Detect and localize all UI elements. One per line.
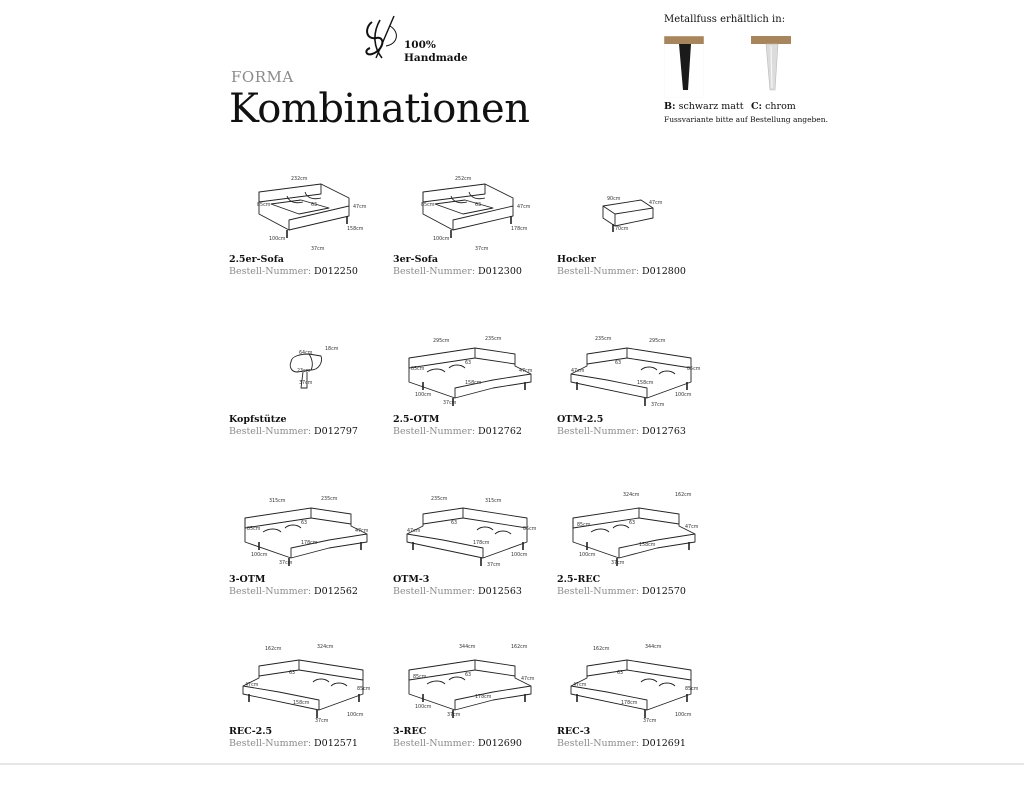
order-number-label: Bestell-Nummer: bbox=[229, 738, 312, 749]
order-number-label: Bestell-Nummer: bbox=[229, 266, 312, 277]
product-line-drawing bbox=[557, 158, 707, 254]
order-number bbox=[557, 426, 686, 437]
dimension-label: 85cm bbox=[257, 203, 271, 208]
dimension-label: 47cm bbox=[517, 205, 531, 210]
dimension-label: 37cm bbox=[279, 561, 293, 566]
product-name: 3er-Sofa bbox=[393, 254, 439, 265]
dimension-label: 37cm bbox=[643, 719, 657, 724]
dimension-label: 100cm bbox=[347, 713, 364, 718]
order-number-value: D012571 bbox=[311, 738, 358, 749]
handmade-text bbox=[404, 39, 468, 65]
product-line-drawing bbox=[557, 318, 707, 414]
dimension-label: 162cm bbox=[593, 647, 610, 652]
foot-option-c bbox=[751, 101, 796, 112]
product-kopfst-tze bbox=[229, 318, 379, 498]
dimension-label: 47cm bbox=[519, 369, 533, 374]
dimension-label: 100cm bbox=[579, 553, 596, 558]
dimension-label: 63 bbox=[311, 203, 318, 208]
dimension-label: 158cm bbox=[637, 381, 654, 386]
dimension-label: 100cm bbox=[511, 553, 528, 558]
foot-option-b-label: schwarz matt bbox=[678, 101, 744, 112]
dimension-label: 47cm bbox=[573, 683, 587, 688]
dimension-label: 100cm bbox=[251, 553, 268, 558]
dimension-label: 18cm bbox=[325, 347, 339, 352]
order-number-label: Bestell-Nummer: bbox=[557, 266, 640, 277]
order-number-label: Bestell-Nummer: bbox=[393, 586, 476, 597]
order-number-label: Bestell-Nummer: bbox=[229, 586, 312, 597]
dimension-label: 63 bbox=[629, 521, 636, 526]
dimension-label: 158cm bbox=[465, 381, 482, 386]
dimension-label: 85cm bbox=[687, 367, 701, 372]
product-otm-2-5 bbox=[557, 318, 707, 498]
order-number-label: Bestell-Nummer: bbox=[393, 426, 476, 437]
product-line-drawing bbox=[557, 478, 707, 574]
foot-option-c-label: chrom bbox=[765, 101, 796, 112]
dimension-label: 162cm bbox=[675, 493, 692, 498]
order-number-label: Bestell-Nummer: bbox=[557, 738, 640, 749]
dimension-label: 47cm bbox=[245, 683, 259, 688]
dimension-label: 37cm bbox=[315, 719, 329, 724]
dimension-label: 178cm bbox=[475, 695, 492, 700]
dimension-label: 178cm bbox=[473, 541, 490, 546]
order-number-value: D012250 bbox=[311, 266, 358, 277]
handmade-logo bbox=[360, 14, 470, 66]
handmade-line2: Handmade bbox=[404, 52, 468, 64]
dimension-label: 47cm bbox=[571, 369, 585, 374]
product-line-drawing bbox=[393, 478, 543, 574]
dimension-label: 85cm bbox=[357, 687, 371, 692]
product-3er-sofa bbox=[393, 158, 543, 338]
dimension-label: 64cm bbox=[299, 351, 313, 356]
dimension-label: 63 bbox=[617, 671, 624, 676]
foot-black-matt-swatch bbox=[664, 36, 704, 98]
dimension-label: 235cm bbox=[321, 497, 338, 502]
dimension-label: 37cm bbox=[611, 561, 625, 566]
feet-heading: Metallfuss erhältlich in: bbox=[664, 14, 786, 25]
dimension-label: 85cm bbox=[421, 203, 435, 208]
product-rec-2-5 bbox=[229, 630, 379, 810]
dimension-label: 100cm bbox=[415, 705, 432, 710]
dimension-label: 178cm bbox=[621, 701, 638, 706]
dimension-label: 37cm bbox=[487, 563, 501, 568]
order-number-value: D012563 bbox=[475, 586, 522, 597]
foot-option-b-code: B: bbox=[664, 101, 676, 112]
dimension-label: 178cm bbox=[301, 541, 318, 546]
dimension-label: 37cm bbox=[651, 403, 665, 408]
dimension-label: 295cm bbox=[649, 339, 666, 344]
dimension-label: 232cm bbox=[291, 177, 308, 182]
dimension-label: 178cm bbox=[511, 227, 528, 232]
dimension-label: 85cm bbox=[247, 527, 261, 532]
order-number-label: Bestell-Nummer: bbox=[557, 586, 640, 597]
dimension-label: 63 bbox=[465, 673, 472, 678]
dimension-label: 63 bbox=[451, 521, 458, 526]
product-rec-3 bbox=[557, 630, 707, 810]
dimension-label: 100cm bbox=[269, 237, 286, 242]
dimension-label: 37cm bbox=[443, 401, 457, 406]
order-number-value: D012800 bbox=[639, 266, 686, 277]
dimension-label: 315cm bbox=[269, 499, 286, 504]
product-line-drawing bbox=[229, 630, 379, 726]
dimension-label: 324cm bbox=[317, 645, 334, 650]
dimension-label: 344cm bbox=[645, 645, 662, 650]
dimension-label: 47cm bbox=[355, 529, 369, 534]
dimension-label: 235cm bbox=[595, 337, 612, 342]
foot-option-b bbox=[664, 101, 744, 112]
dimension-label: 37cm bbox=[447, 713, 461, 718]
product-line-drawing bbox=[393, 318, 543, 414]
dimension-label: 63 bbox=[289, 671, 296, 676]
order-number-label: Bestell-Nummer: bbox=[393, 266, 476, 277]
dimension-label: 158cm bbox=[347, 227, 364, 232]
product-name: OTM-2.5 bbox=[557, 414, 604, 425]
product-name: 2.5-REC bbox=[557, 574, 601, 585]
product-3-rec bbox=[393, 630, 543, 810]
dimension-label: 23cm bbox=[297, 369, 311, 374]
dimension-label: 37cm bbox=[475, 247, 489, 252]
order-number bbox=[393, 586, 522, 597]
order-number bbox=[393, 266, 522, 277]
order-number bbox=[393, 426, 522, 437]
foot-option-c-code: C: bbox=[751, 101, 763, 112]
dimension-label: 90cm bbox=[607, 197, 621, 202]
dimension-label: 85cm bbox=[577, 523, 591, 528]
dimension-label: 158cm bbox=[639, 543, 656, 548]
dimension-label: 100cm bbox=[433, 237, 450, 242]
dimension-label: 295cm bbox=[433, 339, 450, 344]
order-number-value: D012690 bbox=[475, 738, 522, 749]
order-number bbox=[229, 586, 358, 597]
dimension-label: 324cm bbox=[623, 493, 640, 498]
dimension-label: 85cm bbox=[411, 367, 425, 372]
dimension-label: 47cm bbox=[407, 529, 421, 534]
dimension-label: 47cm bbox=[521, 677, 535, 682]
order-number-value: D012797 bbox=[311, 426, 358, 437]
product-line-drawing bbox=[229, 318, 379, 414]
dimension-label: 63 bbox=[615, 361, 622, 366]
product-2-5-otm bbox=[393, 318, 543, 498]
page-title: Kombinationen bbox=[229, 86, 530, 132]
order-number-value: D012691 bbox=[639, 738, 686, 749]
product-name: 3-OTM bbox=[229, 574, 266, 585]
product-name: OTM-3 bbox=[393, 574, 430, 585]
order-number-label: Bestell-Nummer: bbox=[557, 426, 640, 437]
product-name: 2.5er-Sofa bbox=[229, 254, 284, 265]
order-number-value: D012763 bbox=[639, 426, 686, 437]
product-line-drawing bbox=[393, 630, 543, 726]
dimension-label: 235cm bbox=[485, 337, 502, 342]
order-number-value: D012562 bbox=[311, 586, 358, 597]
product-name: 2.5-OTM bbox=[393, 414, 440, 425]
dimension-label: 37cm bbox=[299, 381, 313, 386]
foot-chrome-swatch bbox=[751, 36, 791, 98]
dimension-label: 85cm bbox=[685, 687, 699, 692]
order-number-value: D012570 bbox=[639, 586, 686, 597]
dimension-label: 47cm bbox=[649, 201, 663, 206]
dimension-label: 158cm bbox=[293, 701, 310, 706]
dimension-label: 162cm bbox=[511, 645, 528, 650]
product-name: REC-2.5 bbox=[229, 726, 273, 737]
dimension-label: 252cm bbox=[455, 177, 472, 182]
dimension-label: 47cm bbox=[685, 525, 699, 530]
dimension-label: 85cm bbox=[523, 527, 537, 532]
product-line-drawing bbox=[229, 158, 379, 254]
order-number bbox=[557, 586, 686, 597]
dimension-label: 47cm bbox=[353, 205, 367, 210]
brand-name: FORMA bbox=[231, 68, 294, 86]
order-number bbox=[229, 426, 358, 437]
dimension-label: 63 bbox=[475, 203, 482, 208]
dimension-label: 70cm bbox=[615, 227, 629, 232]
order-number-value: D012762 bbox=[475, 426, 522, 437]
order-number-label: Bestell-Nummer: bbox=[393, 738, 476, 749]
dimension-label: 63 bbox=[301, 521, 308, 526]
dimension-label: 315cm bbox=[485, 499, 502, 504]
order-number bbox=[557, 266, 686, 277]
product-name: Kopfstütze bbox=[229, 414, 287, 425]
product-line-drawing bbox=[557, 630, 707, 726]
needle-thread-logo-icon bbox=[360, 14, 408, 66]
order-number bbox=[229, 266, 358, 277]
handmade-line1: 100% bbox=[404, 39, 436, 51]
order-number bbox=[393, 738, 522, 749]
dimension-label: 162cm bbox=[265, 647, 282, 652]
product-2-5er-sofa bbox=[229, 158, 379, 338]
product-hocker bbox=[557, 158, 707, 338]
feet-note: Fussvariante bitte auf Bestellung angeben. bbox=[664, 115, 828, 124]
product-line-drawing bbox=[229, 478, 379, 574]
dimension-label: 100cm bbox=[415, 393, 432, 398]
dimension-label: 344cm bbox=[459, 645, 476, 650]
product-name: Hocker bbox=[557, 254, 596, 265]
dimension-label: 100cm bbox=[675, 713, 692, 718]
product-name: 3-REC bbox=[393, 726, 427, 737]
product-name: REC-3 bbox=[557, 726, 591, 737]
dimension-label: 235cm bbox=[431, 497, 448, 502]
order-number bbox=[229, 738, 358, 749]
dimension-label: 100cm bbox=[675, 393, 692, 398]
dimension-label: 85cm bbox=[413, 675, 427, 680]
dimension-label: 37cm bbox=[311, 247, 325, 252]
dimension-label: 63 bbox=[465, 361, 472, 366]
product-line-drawing bbox=[393, 158, 543, 254]
order-number bbox=[557, 738, 686, 749]
order-number-label: Bestell-Nummer: bbox=[229, 426, 312, 437]
order-number-value: D012300 bbox=[475, 266, 522, 277]
